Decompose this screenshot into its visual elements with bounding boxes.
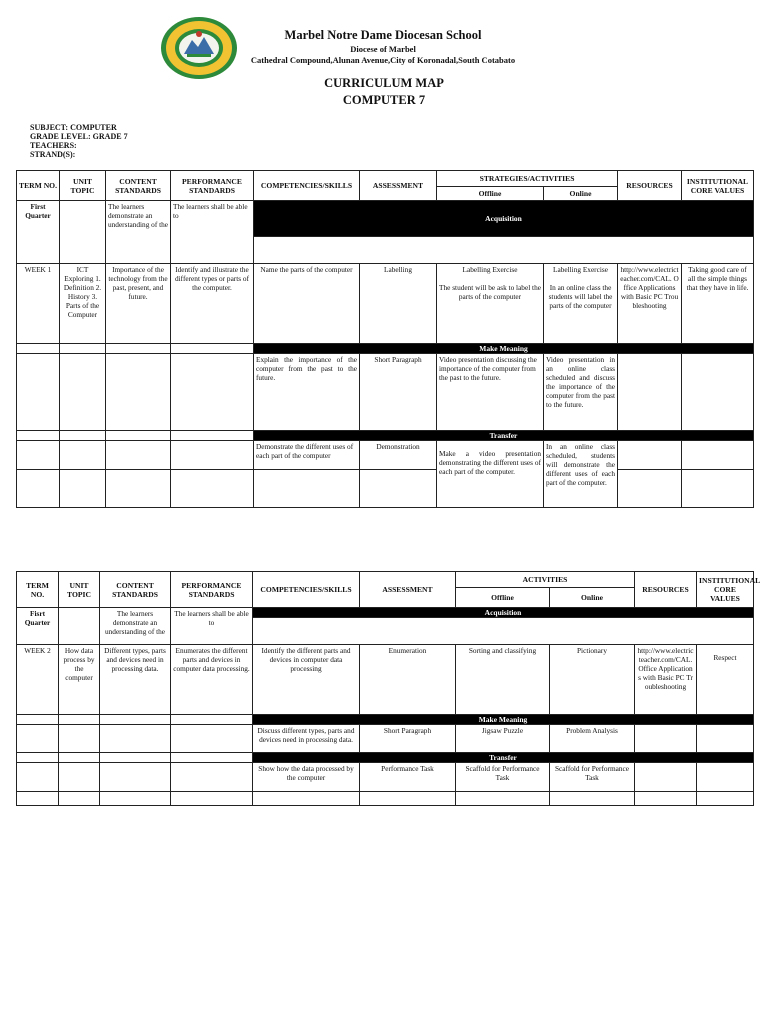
week-label: WEEK 2 [17,645,59,715]
header-offline: Offline [437,187,544,201]
header-content: CONTENT STANDARDS [100,572,171,608]
header-online: Online [544,187,618,201]
header-term: TERM NO. [17,171,60,201]
grade-line: GRADE LEVEL: GRADE 7 [30,132,128,141]
acq-competency: Identify the different parts and devices in computer data processing [253,645,360,715]
acq-resources: http://www.electricteacher.com/CAL. Office Applications with Basic PC Troubleshooting [618,264,682,344]
unit-topic: How data process by the computer [59,645,100,715]
header-performance: PERFORMANCE STANDARDS [171,171,254,201]
content-intro: The learners demonstrate an understanding of the [106,201,171,264]
tr-competency: Show how the data processed by the computer [253,763,360,792]
mm-competency: Explain the importance of the computer from the past to the future. [254,354,360,431]
quarter-cell: Fisrt Quarter [17,608,59,645]
unit-topic: ICT Exploring 1. Definition 2. History 3. Parts of the Computer [60,264,106,344]
performance-intro: The learners shall be able to [171,608,253,645]
tr-online: In an online class scheduled, students will demonstrate the different uses of each part of the computer. [544,441,618,508]
acq-offline: Sorting and classifying [456,645,550,715]
school-diocese: Diocese of Marbel [350,44,416,54]
content-intro: The learners demonstrate an understanding of the [100,608,171,645]
header-term: TERM NO. [17,572,59,608]
mm-offline: Video presentation discussing the importance of the computer from the past to the future. [437,354,544,431]
document-meta [30,123,128,159]
transfer-bar: Transfer [254,431,754,441]
header-strategies: STRATEGIES/ACTIVITIES [437,171,618,187]
document-subtitle: COMPUTER 7 [342,93,426,107]
transfer-bar: Transfer [253,753,754,763]
school-address: Cathedral Compound,Alunan Avenue,City of Koronadal,South Cotabato [250,55,516,65]
acq-core-values: Taking good care of all the simple things that they have in life. [682,264,754,344]
header-assessment: ASSESSMENT [360,171,437,201]
header-core-values: INSTITUTIONAL CORE VALUES [697,572,754,608]
subject-line: SUBJECT: COMPUTER [30,123,117,132]
header-competencies: COMPETENCIES/SKILLS [253,572,360,608]
tr-offline: Scaffold for Performance Task [456,763,550,792]
mm-offline: Jigsaw Puzzle [456,725,550,753]
acq-assessment: Enumeration [360,645,456,715]
acq-offline: Labelling Exercise The student will be ask to label the parts of the computer [437,264,544,344]
header-activities: ACTIVITIES [456,572,635,588]
tr-offline: Make a video presentation demonstrating the different uses of each part of the computer. [437,441,544,508]
acq-core-values: Respect [697,645,754,715]
header-competencies: COMPETENCIES/SKILLS [254,171,360,201]
acq-assessment: Labelling [360,264,437,344]
header-resources: RESOURCES [635,572,697,608]
teachers-line: TEACHERS: [30,141,77,150]
header-unit: UNIT TOPIC [60,171,106,201]
strands-line: STRAND(S): [30,150,76,159]
curriculum-table-week-1 [16,170,754,508]
acquisition-bar: Acquisition [253,608,754,618]
mm-online: Video presentation in an online class scheduled and discuss the importance of the computer from the past to the future. [544,354,618,431]
acquisition-bar: Acquisition [254,201,754,237]
performance-standard: Identify and illustrate the different types or parts of the computer. [171,264,254,344]
make-meaning-bar: Make Meaning [254,344,754,354]
header-offline: Offline [456,588,550,608]
mm-assessment: Short Paragraph [360,354,437,431]
quarter-cell: First Quarter [17,201,60,264]
header-assessment: ASSESSMENT [360,572,456,608]
acq-resources: http://www.electricteacher.com/CAL. Office Applications with Basic PC Troubleshooting [635,645,697,715]
mm-competency: Discuss different types, parts and devices need in processing data. [253,725,360,753]
make-meaning-bar: Make Meaning [253,715,754,725]
curriculum-table-week-2 [16,571,761,806]
header-content: CONTENT STANDARDS [106,171,171,201]
mm-assessment: Short Paragraph [360,725,456,753]
tr-competency: Demonstrate the different uses of each part of the computer [254,441,360,470]
header-unit: UNIT TOPIC [59,572,100,608]
acq-online: Pictionary [550,645,635,715]
acq-competency: Name the parts of the computer [254,264,360,344]
school-name: Marbel Notre Dame Diocesan School [284,28,482,42]
content-standard: Importance of the technology from the past, present, and future. [106,264,171,344]
header-resources: RESOURCES [618,171,682,201]
content-standard: Different types, parts and devices need in processing data. [100,645,171,715]
header-core-values: INSTITUTIONAL CORE VALUES [682,171,754,201]
tr-assessment: Demonstration [360,441,437,470]
performance-standard: Enumerates the different parts and devices in computer data processing. [171,645,253,715]
mm-online: Problem Analysis [550,725,635,753]
header-performance: PERFORMANCE STANDARDS [171,572,253,608]
document-title: CURRICULUM MAP [324,76,444,90]
tr-assessment: Performance Task [360,763,456,792]
school-seal-logo [160,16,238,80]
week-label: WEEK 1 [17,264,60,344]
performance-intro: The learners shall be able to [171,201,254,264]
tr-online: Scaffold for Performance Task [550,763,635,792]
header-online: Online [550,588,635,608]
acq-online: Labelling Exercise In an online class the students will label the parts of the computer [544,264,618,344]
